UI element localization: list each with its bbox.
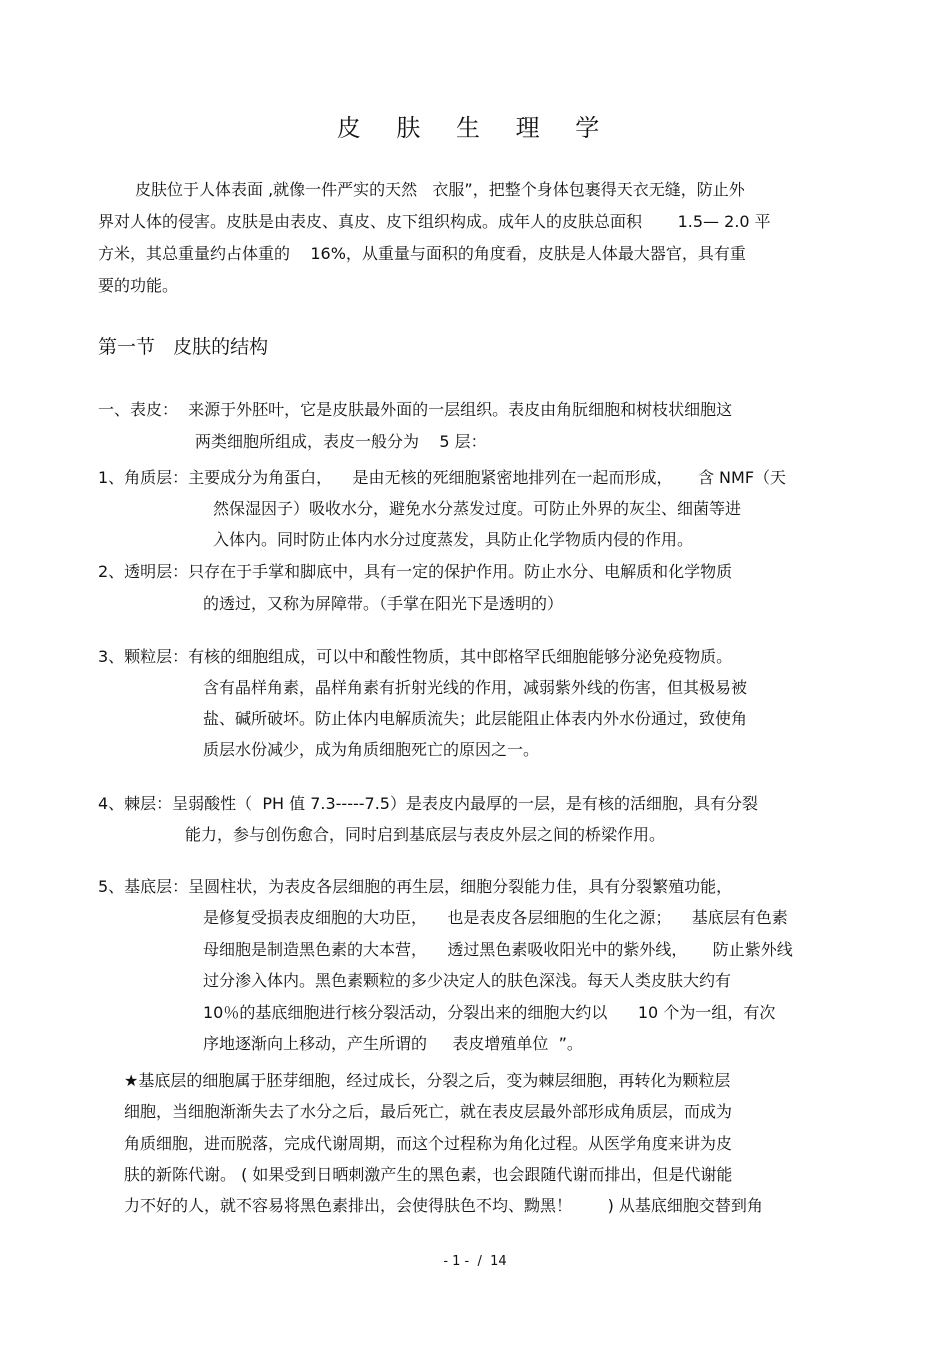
paragraph-line: 过分渗入体内。黑色素颗粒的多少决定人的肤色深浅。每天人类皮肤大约有 (203, 971, 732, 990)
intro-line: 要的功能。 (98, 276, 179, 295)
intro-line: 皮肤位于人体表面 ,就像一件严实的天然 衣服”，把整个身体包裹得天衣无缝，防止外 (135, 180, 745, 199)
paragraph-line: 力不好的人，就不容易将黑色素排出，会使得肤色不均、黝黑！ ) 从基底细胞交替到角 (124, 1196, 763, 1215)
paragraph-line: 1、角质层：主要成分为角蛋白， 是由无核的死细胞紧密地排列在一起而形成， 含 NMF（天 (98, 468, 787, 487)
paragraph-line: 然保湿因子）吸收水分，避免水分蒸发过度。可防止外界的灰尘、细菌等进 (213, 499, 742, 518)
paragraph-line: 肤的新陈代谢。 ( 如果受到日晒刺激产生的黑色素，也会跟随代谢而排出，但是代谢能 (124, 1165, 733, 1184)
paragraph-line: 入体内。同时防止体内水分过度蒸发，具防止化学物质内侵的作用。 (213, 530, 694, 549)
paragraph-line: 3、颗粒层：有核的细胞组成，可以中和酸性物质，其中郎格罕氏细胞能够分泌免疫物质。 (98, 647, 733, 666)
paragraph-line: 序地逐渐向上移动，产生所谓的 表皮增殖单位 ”。 (203, 1034, 583, 1053)
paragraph-line: 的透过，又称为屏障带。（手掌在阳光下是透明的） (203, 594, 564, 613)
paragraph-line: 含有晶样角素，晶样角素有折射光线的作用，减弱紫外线的伤害，但其极易被 (203, 678, 748, 697)
paragraph-line: 一、表皮： 来源于外胚叶，它是皮肤最外面的一层组织。表皮由角朊细胞和树枝状细胞这 (98, 400, 733, 419)
paragraph-line: 角质细胞，进而脱落，完成代谢周期，而这个过程称为角化过程。从医学角度来讲为皮 (124, 1134, 733, 1153)
section-heading: 第一节 皮肤的结构 (98, 336, 269, 358)
paragraph-line: 是修复受损表皮细胞的大功臣， 也是表皮各层细胞的生化之源； 基底层有色素 (203, 908, 788, 927)
paragraph-line: 2、透明层：只存在于手掌和脚底中，具有一定的保护作用。防止水分、电解质和化学物质 (98, 562, 733, 581)
intro-line: 界对人体的侵害。皮肤是由表皮、真皮、皮下组织构成。成年人的皮肤总面积 1.5— 2.0 平 (98, 212, 771, 231)
paragraph-line: 5、基底层：呈圆柱状，为表皮各层细胞的再生层，细胞分裂能力佳，具有分裂繁殖功能， (98, 877, 733, 896)
intro-line: 方米，其总重量约占体重的 16%，从重量与面积的角度看，皮肤是人体最大器官，具有重 (98, 244, 746, 263)
paragraph-line: 质层水份减少，成为角质细胞死亡的原因之一。 (203, 740, 540, 759)
paragraph-line: 母细胞是制造黑色素的大本营， 透过黑色素吸收阳光中的紫外线， 防止紫外线 (203, 940, 793, 959)
paragraph-line: 4、棘层：呈弱酸性（ PH 值 7.3-----7.5）是表皮内最厚的一层，是有核的活细胞，具有分裂 (98, 794, 758, 813)
paragraph-line: 能力，参与创伤愈合，同时启到基底层与表皮外层之间的桥梁作用。 (185, 825, 666, 844)
paragraph-line: 10％的基底细胞进行核分裂活动，分裂出来的细胞大约以 10 个为一组，有次 (203, 1003, 776, 1022)
paragraph-line: 两类细胞所组成，表皮一般分为 5 层： (195, 432, 487, 451)
paragraph-line: 盐、碱所破坏。防止体内电解质流失；此层能阻止体表内外水份通过，致使角 (203, 709, 748, 728)
paragraph-line: 细胞，当细胞渐渐失去了水分之后，最后死亡，就在表皮层最外部形成角质层，而成为 (124, 1102, 733, 1121)
paragraph-line: ★基底层的细胞属于胚芽细胞，经过成长，分裂之后，变为棘层细胞，再转化为颗粒层 (124, 1071, 731, 1090)
page-number: - 1 - / 14 (443, 1254, 507, 1269)
page-title: 皮 肤 生 理 学 (336, 114, 614, 142)
